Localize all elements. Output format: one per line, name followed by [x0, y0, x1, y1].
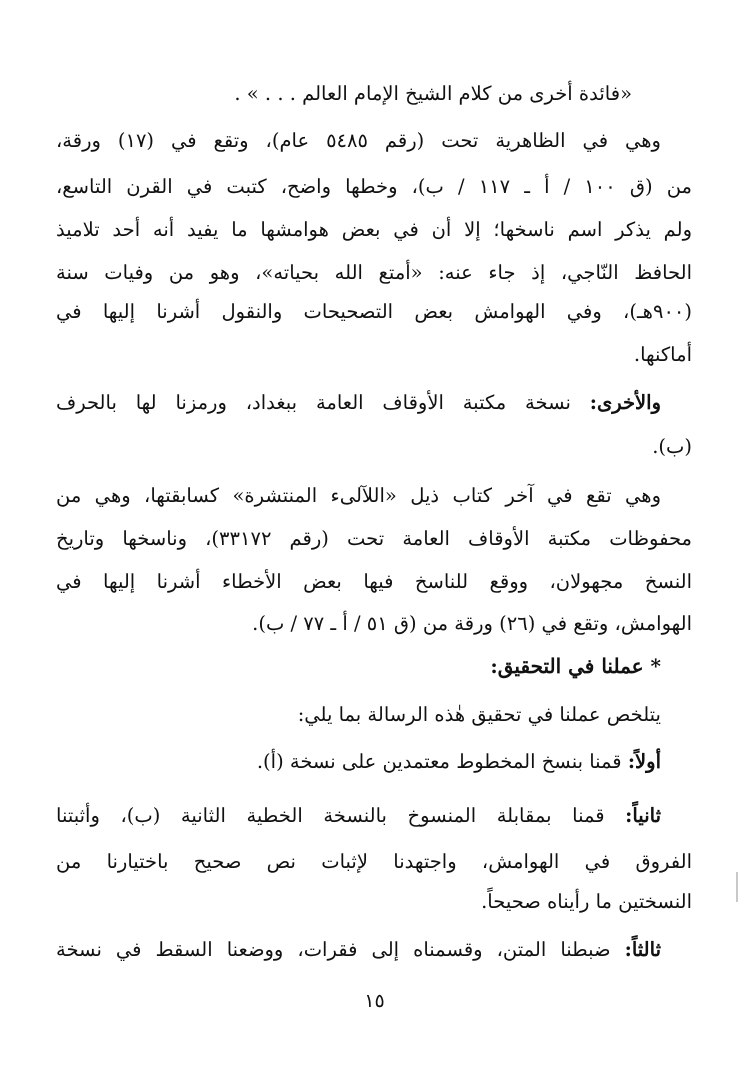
- text-line: يتلخص عملنا في تحقيق هٰذه الرسالة بما يلي:: [297, 703, 661, 726]
- section-heading: * عملنا في التحقيق:: [490, 654, 661, 678]
- text-line: الحافظ النّاجي، إذ جاء عنه: «أمتع الله بحياته»، وهو من وفيات سنة: [56, 261, 692, 284]
- paragraph-line: [56, 801, 661, 831]
- paragraph-lead: والأخرى:: [589, 391, 661, 414]
- paragraph-line: [56, 747, 661, 777]
- paragraph-text: قمنا بنسخ المخطوط معتمدين على نسخة (أ).: [256, 750, 628, 773]
- text-line: وهي في الظاهرية تحت (رقم ٥٤٨٥ عام)، وتقع في (١٧) ورقة،: [56, 129, 661, 152]
- scan-edge-mark: [736, 872, 738, 902]
- paragraph-lead: أولاً:: [627, 750, 661, 773]
- text-line: من (ق ١٠٠ / أ ـ ١١٧ / ب)، وخطها واضح، كتبت في القرن التاسع،: [56, 175, 692, 198]
- text-line: (٩٠٠هـ)، وفي الهوامش بعض التصحيحات والنقول أشرنا إليها في: [56, 300, 692, 323]
- page-number: ١٥: [364, 990, 385, 1012]
- paragraph-line: [56, 388, 661, 418]
- text-line: (ب).: [652, 435, 692, 458]
- text-line: النسختين ما رأيناه صحيحاً.: [481, 890, 692, 913]
- paragraph-text: نسخة مكتبة الأوقاف العامة ببغداد، ورمزنا لها بالحرف: [56, 391, 590, 414]
- paragraph-lead: ثالثاً:: [624, 938, 661, 961]
- text-line: الهوامش، وتقع في (٢٦) ورقة من (ق ٥١ / أ ـ ٧٧ / ب).: [252, 612, 692, 635]
- text-line: ولم يذكر اسم ناسخها؛ إلا أن في بعض هوامشها ما يفيد أنه أحد تلاميذ: [56, 218, 692, 241]
- text-line: محفوظات مكتبة الأوقاف العامة تحت (رقم ٣٣١٧٢)، وناسخها وتاريخ: [56, 527, 692, 550]
- paragraph-text: ضبطنا المتن، وقسمناه إلى فقرات، ووضعنا السقط في نسخة: [56, 938, 625, 961]
- text-line: أماكنها.: [633, 343, 692, 366]
- text-line: وهي تقع في آخر كتاب ذيل «اللآلىء المنتشرة» كسابقتها، وهي من: [56, 484, 661, 507]
- text-line: «فائدة أخرى من كلام الشيخ الإمام العالم . . . » .: [234, 82, 632, 105]
- paragraph-lead: ثانياً:: [625, 804, 661, 827]
- text-line: الفروق في الهوامش، واجتهدنا لإثبات نص صحيح باختيارنا من: [56, 850, 692, 873]
- paragraph-line: [56, 935, 661, 965]
- text-line: النسخ مجهولان، ووقع للناسخ فيها بعض الأخطاء أشرنا إليها في: [56, 570, 692, 593]
- paragraph-text: قمنا بمقابلة المنسوخ بالنسخة الخطية الثانية (ب)، وأثبتنا: [56, 804, 626, 827]
